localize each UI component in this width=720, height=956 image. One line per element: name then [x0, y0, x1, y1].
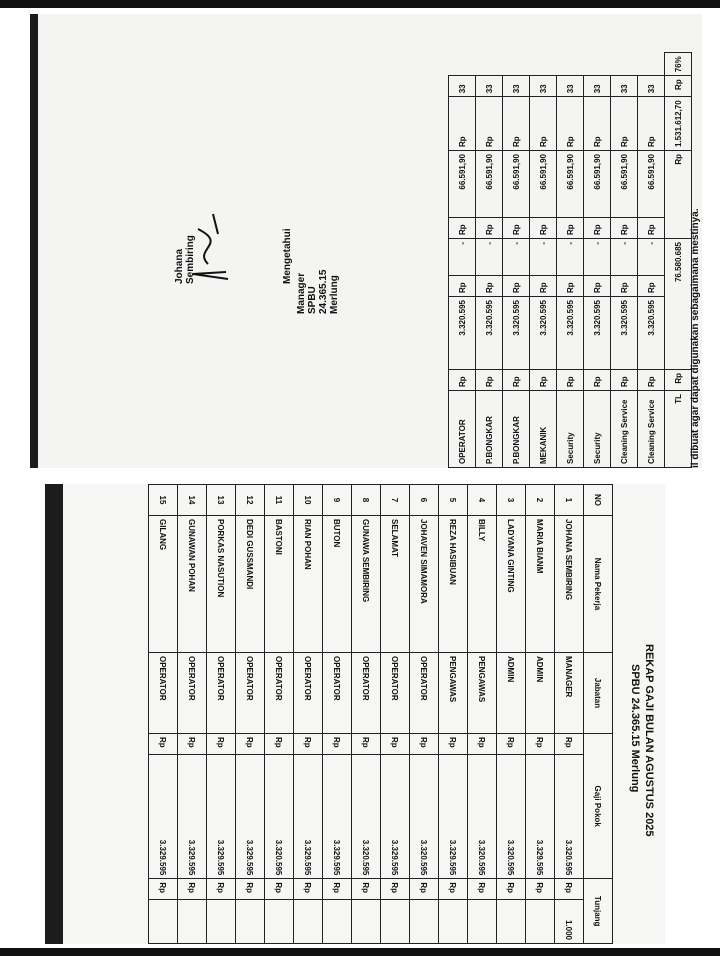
rp-cell: Rp: [503, 276, 530, 297]
rp-cell: Rp: [611, 276, 638, 297]
gaji-cell: 3.329.595: [207, 755, 236, 879]
no-cell: 15: [149, 485, 178, 516]
jabatan-cell: PENGAWAS: [439, 653, 468, 734]
tunjangan-cell: -: [611, 239, 638, 276]
no-cell: 14: [178, 485, 207, 516]
tunjangan-cell: -: [449, 239, 476, 276]
bpjs-cell: 66.591,90: [503, 151, 530, 218]
rp-cell: Rp: [449, 276, 476, 297]
gaji-cell: 3.329.595: [381, 755, 410, 879]
bottom-paper: [63, 484, 665, 944]
jabatan-cell: OPERATOR: [352, 653, 381, 734]
rp-cell: Rp: [236, 879, 265, 900]
no-cell: 13: [207, 485, 236, 516]
closing-statement: il dibuat agar dapat digunakan sebagaimana mestinya.: [690, 208, 701, 468]
tunjangan-cell: [381, 900, 410, 944]
jabatan-cell: Security: [584, 391, 611, 468]
rp-cell: Rp: [178, 879, 207, 900]
table-row: [149, 485, 178, 944]
tunjangan-cell: [149, 900, 178, 944]
bottom-rotated-page: [63, 484, 665, 944]
salary-table: [148, 484, 613, 944]
nama-cell: BUTON: [323, 516, 352, 653]
tail-cell: 33: [530, 76, 557, 97]
rp-cell: Rp: [557, 218, 584, 239]
table-row: [638, 53, 665, 468]
total-rp1-cell: Rp: [665, 370, 692, 391]
table-row: [449, 53, 476, 468]
gaji-cell: 3.320.595: [611, 297, 638, 370]
col-nama: Nama Pekerja: [584, 516, 613, 653]
rp-cell: Rp: [611, 97, 638, 151]
tail-cell: 33: [638, 76, 665, 97]
col-jabatan: Jabatan: [584, 653, 613, 734]
col-gaji: Gaji Pokok: [584, 734, 613, 879]
gaji-cell: 3.320.595: [449, 297, 476, 370]
nama-cell: JOHANA SEMBIRING: [555, 516, 584, 653]
gaji-cell: 3.320.595: [476, 297, 503, 370]
table-row: [557, 53, 584, 468]
table-row: [178, 485, 207, 944]
table-row: [468, 485, 497, 944]
tunjangan-cell: [497, 900, 526, 944]
rp-cell: Rp: [638, 370, 665, 391]
gaji-cell: 3.329.595: [178, 755, 207, 879]
gaji-cell: 3.329.595: [294, 755, 323, 879]
rp-cell: Rp: [526, 734, 555, 755]
no-cell: 5: [439, 485, 468, 516]
jabatan-cell: OPERATOR: [149, 653, 178, 734]
rp-cell: Rp: [207, 734, 236, 755]
jabatan-cell: MEKANIK: [530, 391, 557, 468]
jabatan-cell: OPERATOR: [236, 653, 265, 734]
table-row: [381, 485, 410, 944]
no-cell: 1: [555, 485, 584, 516]
tunjangan-cell: [236, 900, 265, 944]
top-paper: [38, 14, 702, 468]
tunjangan-cell: -: [584, 239, 611, 276]
jabatan-cell: MANAGER: [555, 653, 584, 734]
rp-cell: Rp: [449, 370, 476, 391]
salary-table-continued: [448, 52, 692, 468]
rp-cell: Rp: [294, 734, 323, 755]
table-row: [476, 53, 503, 468]
rp-cell: Rp: [557, 97, 584, 151]
rp-cell: Rp: [449, 97, 476, 151]
tail-cell: 33: [449, 76, 476, 97]
no-cell: 11: [265, 485, 294, 516]
rp-cell: Rp: [439, 734, 468, 755]
gaji-cell: 3.320.595: [530, 297, 557, 370]
bottom-black-border: [0, 948, 720, 956]
document-subtitle: SPBU 24.365.15 Merlung: [629, 664, 641, 793]
rp-cell: Rp: [530, 276, 557, 297]
rp-cell: Rp: [381, 879, 410, 900]
rp-cell: Rp: [352, 734, 381, 755]
tunjangan-cell: -: [557, 239, 584, 276]
no-cell: 3: [497, 485, 526, 516]
total-rp4-cell: Rp: [665, 76, 692, 97]
rp-cell: Rp: [381, 734, 410, 755]
total-row: [665, 53, 692, 468]
no-cell: 4: [468, 485, 497, 516]
table-row: [352, 485, 381, 944]
jabatan-cell: OPERATOR: [178, 653, 207, 734]
bpjs-cell: 66.591,90: [476, 151, 503, 218]
gaji-cell: 3.320.595: [638, 297, 665, 370]
bpjs-cell: 66.591,90: [557, 151, 584, 218]
nama-cell: SELAMAT: [381, 516, 410, 653]
jabatan-cell: P.BONGKAR: [476, 391, 503, 468]
tail-cell: 33: [503, 76, 530, 97]
table-row: [584, 53, 611, 468]
tunjangan-cell: [207, 900, 236, 944]
no-cell: 2: [526, 485, 555, 516]
gaji-cell: 3.320.595: [555, 755, 584, 879]
rp-cell: Rp: [439, 879, 468, 900]
bpjs-cell: 66.591,90: [638, 151, 665, 218]
mengetahui-label: Mengetahui: [282, 228, 293, 284]
gaji-cell: 3.320.595: [352, 755, 381, 879]
tunjangan-cell: [178, 900, 207, 944]
table-row: [323, 485, 352, 944]
rp-cell: Rp: [557, 370, 584, 391]
rp-cell: Rp: [555, 734, 584, 755]
rp-cell: Rp: [178, 734, 207, 755]
top-document-photo: [30, 14, 702, 468]
nama-cell: RIAN POHAN: [294, 516, 323, 653]
table-row: [294, 485, 323, 944]
rp-cell: Rp: [584, 218, 611, 239]
rp-cell: Rp: [557, 276, 584, 297]
jabatan-cell: OPERATOR: [265, 653, 294, 734]
rp-cell: Rp: [638, 276, 665, 297]
rp-cell: Rp: [207, 879, 236, 900]
rp-cell: Rp: [476, 218, 503, 239]
rp-cell: Rp: [449, 218, 476, 239]
rp-cell: Rp: [323, 734, 352, 755]
tunjangan-cell: [294, 900, 323, 944]
bpjs-cell: 66.591,90: [584, 151, 611, 218]
tunjangan-cell: -: [503, 239, 530, 276]
no-cell: 12: [236, 485, 265, 516]
gaji-cell: 3.320.595: [265, 755, 294, 879]
total-gaji-cell: 76.580.685: [665, 239, 692, 370]
rp-cell: Rp: [584, 97, 611, 151]
table-row: [236, 485, 265, 944]
signatory-name: Johana Sembiring: [174, 235, 196, 284]
rp-cell: Rp: [526, 879, 555, 900]
rp-cell: Rp: [294, 879, 323, 900]
tunjangan-cell: -: [476, 239, 503, 276]
tail-cell: 33: [476, 76, 503, 97]
jabatan-cell: ADMIN: [526, 653, 555, 734]
jabatan-cell: Cleaning Service: [611, 391, 638, 468]
total-tail-cell: 76%: [665, 53, 692, 76]
gaji-cell: 3.329.595: [236, 755, 265, 879]
table-row: [611, 53, 638, 468]
nama-cell: PORKAS NASUTION: [207, 516, 236, 653]
rp-cell: Rp: [584, 276, 611, 297]
rp-cell: Rp: [468, 734, 497, 755]
nama-cell: JOHAVEN SIMAMORA: [410, 516, 439, 653]
rp-cell: Rp: [149, 734, 178, 755]
jabatan-cell: OPERATOR: [323, 653, 352, 734]
table-row: [410, 485, 439, 944]
gaji-cell: 3.320.595: [584, 297, 611, 370]
signature-block: [174, 14, 340, 468]
bpjs-cell: 66.591,90: [530, 151, 557, 218]
no-cell: 7: [381, 485, 410, 516]
rp-cell: Rp: [323, 879, 352, 900]
table-row: [530, 53, 557, 468]
table-row: [555, 485, 584, 944]
rp-cell: Rp: [497, 734, 526, 755]
jabatan-cell: Security: [557, 391, 584, 468]
tunjangan-cell: [526, 900, 555, 944]
table-header-row: [584, 485, 613, 944]
rp-cell: Rp: [611, 218, 638, 239]
nama-cell: BILLY: [468, 516, 497, 653]
rp-cell: Rp: [476, 370, 503, 391]
tunjangan-cell: [410, 900, 439, 944]
rp-cell: Rp: [149, 879, 178, 900]
col-no: NO: [584, 485, 613, 516]
top-black-border: [0, 0, 720, 8]
rp-cell: Rp: [503, 97, 530, 151]
rp-cell: Rp: [555, 879, 584, 900]
no-cell: 9: [323, 485, 352, 516]
tunjangan-cell: [265, 900, 294, 944]
nama-cell: DEDI GUSSMANDI: [236, 516, 265, 653]
jabatan-cell: PENGAWAS: [468, 653, 497, 734]
table-row: [503, 53, 530, 468]
tunjangan-cell: [468, 900, 497, 944]
tunjangan-cell: [323, 900, 352, 944]
tunjangan-cell: [352, 900, 381, 944]
tail-cell: 33: [584, 76, 611, 97]
rp-cell: Rp: [530, 370, 557, 391]
jabatan-cell: OPERATOR: [381, 653, 410, 734]
gaji-cell: 3.320.595: [503, 297, 530, 370]
jabatan-cell: OPERATOR: [207, 653, 236, 734]
gaji-cell: 3.320.595: [497, 755, 526, 879]
rp-cell: Rp: [236, 734, 265, 755]
gaji-cell: 3.329.595: [439, 755, 468, 879]
jabatan-cell: Cleaning Service: [638, 391, 665, 468]
gaji-cell: 3.329.595: [526, 755, 555, 879]
nama-cell: GUNAWA SEMBIRING: [352, 516, 381, 653]
gaji-cell: 3.329.595: [149, 755, 178, 879]
document-title: REKAP GAJI BULAN AGUSTUS 2025: [643, 644, 655, 837]
nama-cell: BASTONI: [265, 516, 294, 653]
col-tunj: Tunjang: [584, 879, 613, 944]
no-cell: 10: [294, 485, 323, 516]
rp-cell: Rp: [476, 97, 503, 151]
gaji-cell: 3.320.595: [557, 297, 584, 370]
table-row: [526, 485, 555, 944]
rp-cell: Rp: [410, 734, 439, 755]
rp-cell: Rp: [476, 276, 503, 297]
rp-cell: Rp: [611, 370, 638, 391]
gaji-cell: 3.320.595: [468, 755, 497, 879]
rp-cell: Rp: [265, 879, 294, 900]
bottom-document-photo: [45, 484, 665, 944]
top-rotated-page: [38, 14, 702, 468]
table-row: [265, 485, 294, 944]
jabatan-cell: P.BONGKAR: [503, 391, 530, 468]
tunjangan-cell: -: [530, 239, 557, 276]
total-bpjs-cell: 1.531.612,70: [665, 97, 692, 151]
total-label-cell: TL: [665, 391, 692, 468]
nama-cell: GUNAWAN POHAN: [178, 516, 207, 653]
jabatan-cell: OPERATOR: [449, 391, 476, 468]
rp-cell: Rp: [638, 97, 665, 151]
table-row: [207, 485, 236, 944]
no-cell: 6: [410, 485, 439, 516]
manager-title: Manager SPBU 24.365.15 Merlung: [296, 269, 340, 314]
no-cell: 8: [352, 485, 381, 516]
tunjangan-cell: 1.000: [555, 900, 584, 944]
nama-cell: REZA HASIBUAN: [439, 516, 468, 653]
rp-cell: Rp: [352, 879, 381, 900]
gaji-cell: 3.329.595: [323, 755, 352, 879]
tunjangan-cell: [439, 900, 468, 944]
total-rp3-cell: Rp: [665, 151, 692, 239]
rp-cell: Rp: [410, 879, 439, 900]
nama-cell: MARIA BIANM: [526, 516, 555, 653]
nama-cell: GILANG: [149, 516, 178, 653]
jabatan-cell: ADMIN: [497, 653, 526, 734]
tunjangan-cell: -: [638, 239, 665, 276]
bpjs-cell: 66.591,90: [449, 151, 476, 218]
rp-cell: Rp: [530, 218, 557, 239]
jabatan-cell: OPERATOR: [410, 653, 439, 734]
rp-cell: Rp: [497, 879, 526, 900]
tail-cell: 33: [557, 76, 584, 97]
bpjs-cell: 66.591,90: [611, 151, 638, 218]
nama-cell: LADYANA GINTING: [497, 516, 526, 653]
rp-cell: Rp: [584, 370, 611, 391]
table-row: [497, 485, 526, 944]
gaji-cell: 3.320.595: [410, 755, 439, 879]
rp-cell: Rp: [468, 879, 497, 900]
jabatan-cell: OPERATOR: [294, 653, 323, 734]
rp-cell: Rp: [503, 218, 530, 239]
tail-cell: 33: [611, 76, 638, 97]
rp-cell: Rp: [530, 97, 557, 151]
rp-cell: Rp: [638, 218, 665, 239]
rp-cell: Rp: [265, 734, 294, 755]
rp-cell: Rp: [503, 370, 530, 391]
table-row: [439, 485, 468, 944]
